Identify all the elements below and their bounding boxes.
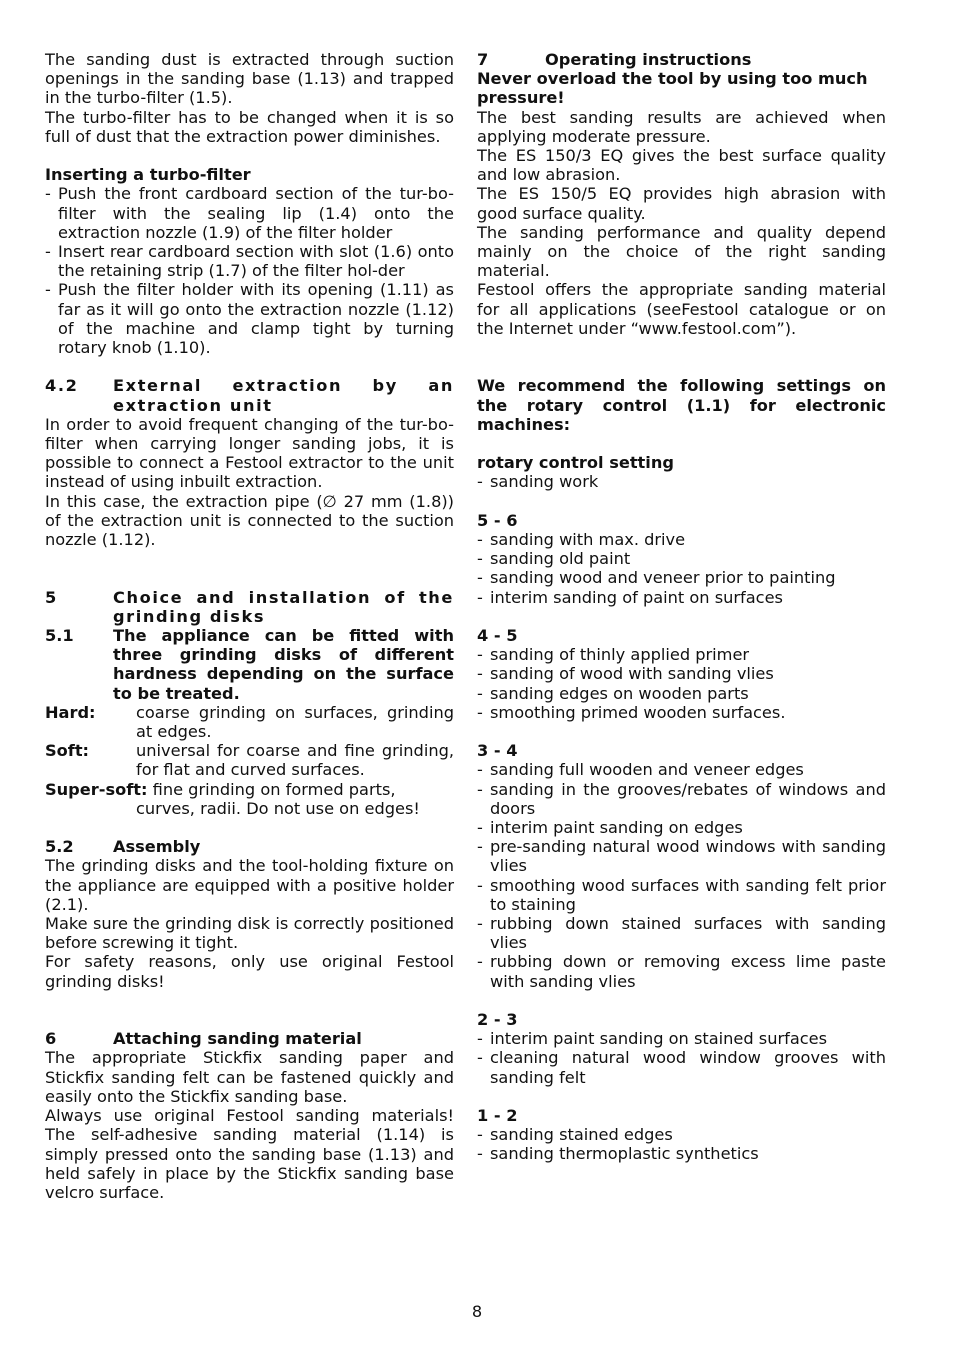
setting-items — [477, 1029, 886, 1087]
section-5-2-paragraph: The grinding disks and the tool-holding fixture on the appliance are equipped with a positive holder (2.1). — [45, 856, 454, 914]
list-item: - sanding of thinly applied primer — [477, 645, 886, 664]
hardness-term: Super-soft: — [45, 779, 148, 799]
section-5-heading — [45, 588, 454, 626]
section-title: Attaching sanding material — [113, 1029, 362, 1049]
hardness-description: universal for coarse and fine grinding, for flat and curved surfaces. — [136, 741, 454, 780]
inserting-filter-heading: Inserting a turbo-filter — [45, 165, 251, 185]
right-column — [477, 50, 886, 1164]
setting-level: 1 - 2 — [477, 1106, 518, 1126]
section-7-paragraph: The ES 150/3 EQ gives the best surface quality and low abrasion. — [477, 146, 886, 185]
section-7-paragraph: The sanding performance and quality depend mainly on the choice of the right sanding material. — [477, 222, 886, 281]
list-item: - cleaning natural wood window grooves with sanding felt — [477, 1048, 886, 1086]
section-7-paragraph: The ES 150/5 EQ provides high abrasion with good surface quality. — [477, 184, 886, 223]
list-item: - sanding stained edges — [477, 1125, 886, 1144]
list-item: - sanding work — [477, 472, 886, 491]
hardness-soft — [45, 741, 454, 779]
left-column — [45, 50, 454, 1202]
section-7-paragraph: Festool offers the appropriate sanding material for all applications (seeFestool catalogue or on the Internet under “www.festool.com”). — [477, 280, 886, 338]
section-number: 5 — [45, 587, 57, 607]
list-item: - interim paint sanding on stained surfaces — [477, 1029, 886, 1048]
section-6-paragraph: The appropriate Stickfix sanding paper and Stickfix sanding felt can be fastened quickly and easily onto the Stickfix sanding base. — [45, 1048, 454, 1106]
list-item: - Push the filter holder with its opening (1.11) as far as it will go onto the extraction nozzle (1.12) of the machine and clamp tight by turning rotary knob (1.10). — [45, 280, 454, 357]
hardness-hard — [45, 703, 454, 741]
section-7-paragraph: The best sanding results are achieved when applying moderate pressure. — [477, 107, 886, 146]
hardness-description: curves, radii. Do not use on edges! — [136, 798, 420, 818]
hardness-super-soft — [45, 780, 454, 818]
section-6-heading — [45, 1029, 454, 1048]
rotary-control-heading: rotary control setting — [477, 453, 674, 473]
section-number: 5.1 — [45, 626, 74, 646]
sanding-work-label — [477, 472, 886, 491]
section-7-heading — [477, 50, 886, 69]
list-item: - Push the front cardboard section of the tur-bo-filter with the sealing lip (1.4) onto the extraction nozzle (1.9) of the filter holder — [45, 184, 454, 242]
list-item: - interim paint sanding on edges — [477, 818, 886, 837]
section-5-2-paragraph: For safety reasons, only use original Festool grinding disks! — [45, 952, 454, 991]
list-item: - sanding old paint — [477, 549, 886, 568]
section-title: Operating instructions — [545, 50, 752, 69]
section-4-2-paragraph: In order to avoid frequent changing of the tur-bo-filter when carrying longer sanding jobs, it is possible to connect a Festool extractor to the unit instead of using inbuilt extraction. — [45, 414, 454, 492]
list-item: - sanding edges on wooden parts — [477, 684, 886, 703]
setting-items — [477, 530, 886, 607]
section-number: 7 — [477, 50, 489, 69]
list-item: - smoothing primed wooden surfaces. — [477, 703, 886, 722]
setting-level: 2 - 3 — [477, 1010, 518, 1030]
list-item: - sanding full wooden and veneer edges — [477, 760, 886, 779]
hardness-description: fine grinding on formed parts, — [152, 779, 396, 799]
list-item: - rubbing down stained surfaces with sanding vlies — [477, 914, 886, 952]
page-number: 8 — [471, 1302, 483, 1321]
section-title: The appliance can be fitted with three grinding disks of different hardness depending on the surface to be treated. — [113, 626, 454, 703]
setting-items — [477, 1125, 886, 1163]
setting-level: 5 - 6 — [477, 510, 518, 530]
hardness-term: Hard: — [45, 702, 96, 722]
list-item: - rubbing down or removing excess lime paste with sanding vlies — [477, 952, 886, 990]
recommendation-heading: We recommend the following settings on the rotary control (1.1) for electronic machines: — [477, 376, 886, 434]
section-title: External extraction by an extraction unit — [113, 376, 454, 415]
list-item: - sanding of wood with sanding vlies — [477, 664, 886, 683]
list-item: - smoothing wood surfaces with sanding felt prior to staining — [477, 876, 886, 914]
setting-level: 4 - 5 — [477, 626, 518, 646]
section-5-1-heading — [45, 626, 454, 703]
section-title: Assembly — [113, 837, 201, 857]
list-item: - sanding wood and veneer prior to painting — [477, 568, 886, 587]
list-item: - sanding in the grooves/rebates of windows and doors — [477, 780, 886, 818]
setting-level: 3 - 4 — [477, 741, 518, 761]
list-item: - sanding with max. drive — [477, 530, 886, 549]
hardness-description: coarse grinding on surfaces, grinding at edges. — [136, 702, 454, 742]
inserting-filter-steps — [45, 184, 454, 357]
hardness-term: Soft: — [45, 741, 90, 761]
setting-items — [477, 760, 886, 990]
intro-paragraph-2: The turbo-filter has to be changed when it is so full of dust that the extraction power diminishes. — [45, 107, 454, 146]
section-5-2-paragraph: Make sure the grinding disk is correctly positioned before screwing it tight. — [45, 914, 454, 953]
section-number: 4.2 — [45, 376, 79, 396]
list-item: - pre-sanding natural wood windows with sanding vlies — [477, 837, 886, 875]
list-item: - interim sanding of paint on surfaces — [477, 588, 886, 607]
section-number: 5.2 — [45, 837, 74, 857]
pressure-warning: Never overload the tool by using too much pressure! — [477, 69, 868, 108]
section-4-2-paragraph: In this case, the extraction pipe (∅ 27 mm (1.8)) of the extraction unit is connected to the suction nozzle (1.12). — [45, 491, 454, 550]
list-item: - Insert rear cardboard section with slot (1.6) onto the retaining strip (1.7) of the filter hol-der — [45, 242, 454, 280]
setting-items — [477, 645, 886, 722]
section-title: Choice and installation of the grinding disks — [113, 587, 454, 626]
list-item: - sanding thermoplastic synthetics — [477, 1144, 886, 1163]
section-5-2-heading — [45, 837, 454, 856]
section-6-paragraph: Always use original Festool sanding materials! The self-adhesive sanding material (1.14) is simply pressed onto the sanding base (1.13) and held safely in place by the Stickfix sanding base velcro surface. — [45, 1106, 454, 1202]
section-4-2-heading — [45, 376, 454, 414]
section-number: 6 — [45, 1029, 57, 1049]
intro-paragraph-1: The sanding dust is extracted through suction openings in the sanding base (1.13) and trapped in the turbo-filter (1.5). — [45, 50, 454, 108]
